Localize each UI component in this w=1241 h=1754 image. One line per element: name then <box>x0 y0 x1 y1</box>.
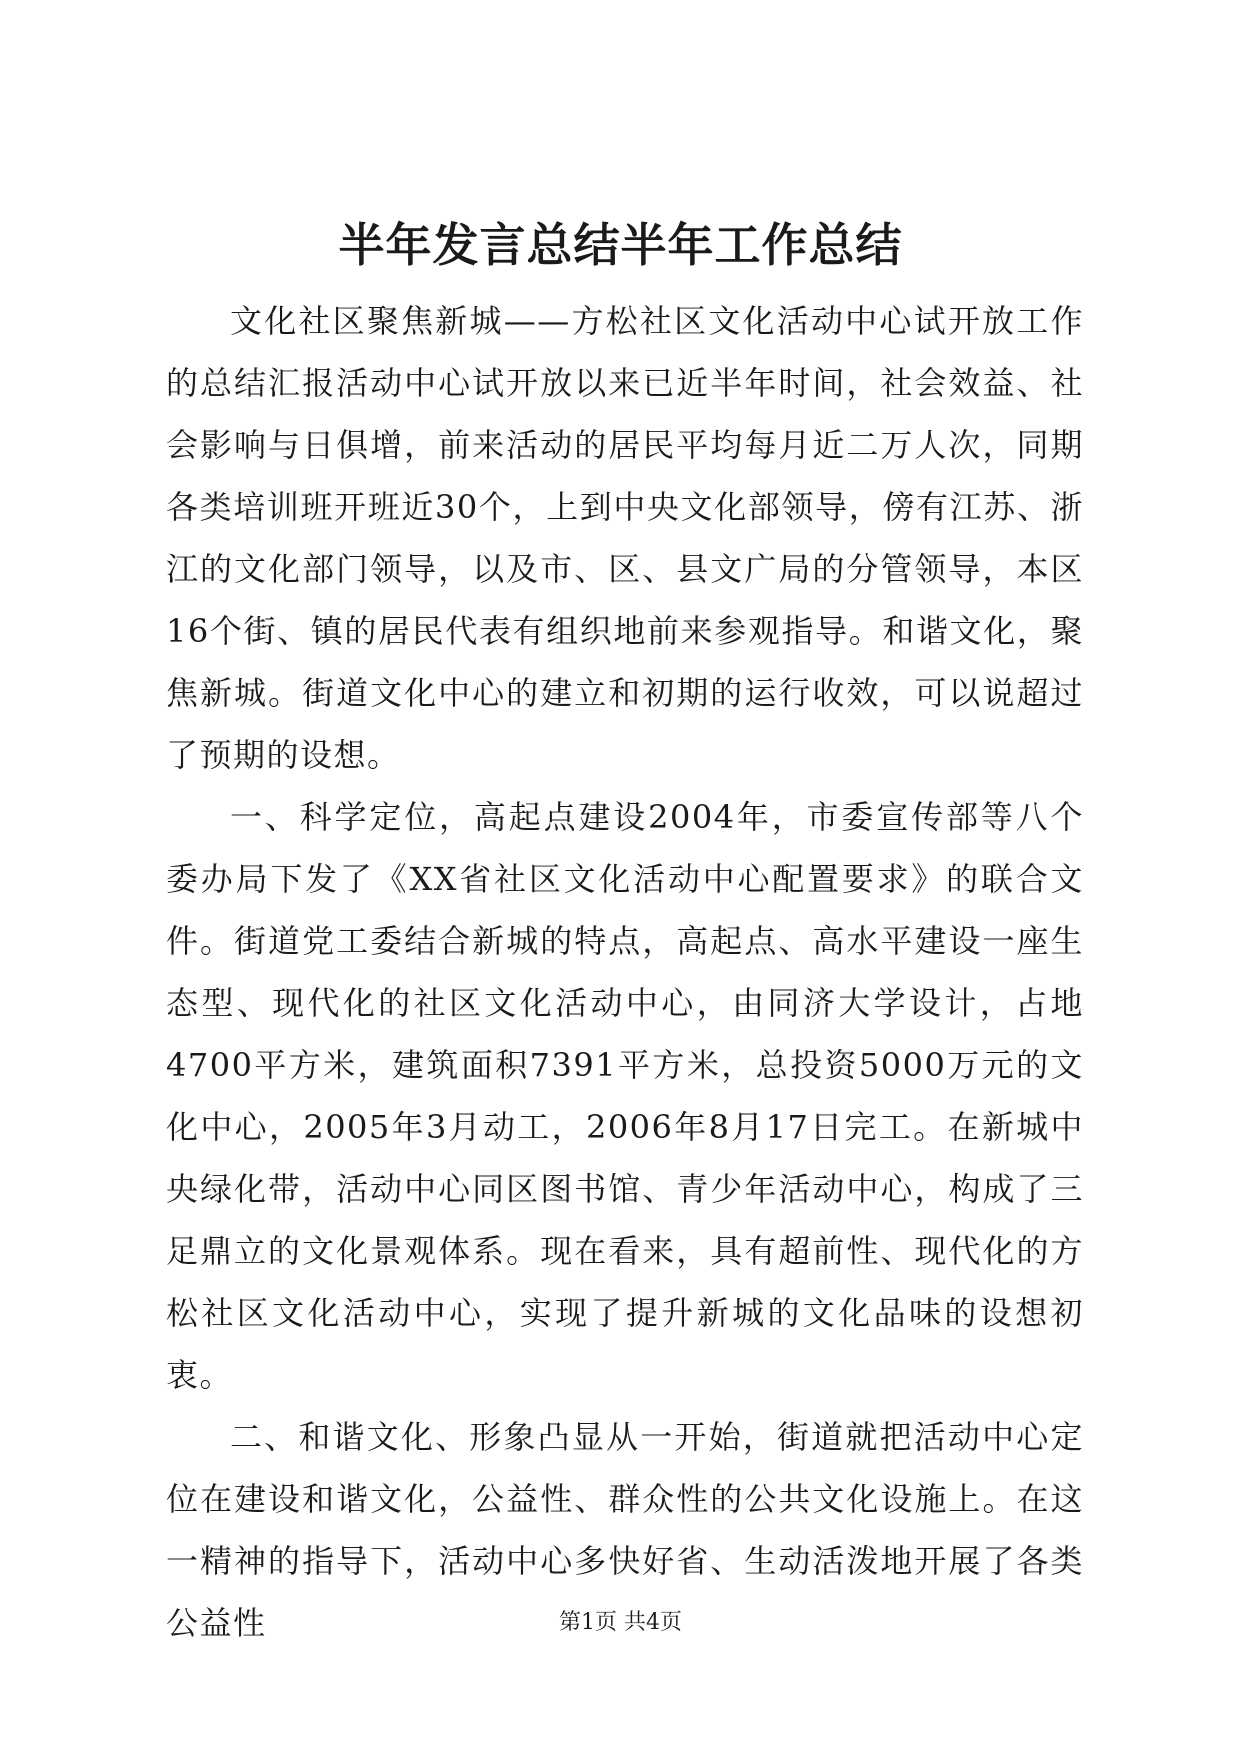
page-footer <box>0 1612 1241 1634</box>
document-title: 半年发言总结半年工作总结 <box>338 218 903 272</box>
paragraph-section-two: 二、和谐文化、形象凸显从一开始，街道就把活动中心定位在建设和谐文化，公益性、群众性的公共文化设施上。在这一精神的指导下，活动中心多快好省、生动活泼地开展了各类公益性 <box>166 1418 1084 1642</box>
paragraph-section-one: 一、科学定位，高起点建设2004年，市委宣传部等八个委办局下发了《XX省社区文化活动中心配置要求》的联合文件。街道党工委结合新城的特点，高起点、高水平建设一座生态型、现代化的社区文化活动中心，由同济大学设计，占地4700平方米，建筑面积7391平方米，总投资5000万元的文化中心，2005年3月动工，2006年8月17日完工。在新城中央绿化带，活动中心同区图书馆、青少年活动中心，构成了三足鼎立的文化景观体系。现在看来，具有超前性、现代化的方松社区文化活动中心，实现了提升新城的文化品味的设想初衷。 <box>166 798 1084 1394</box>
page-number-label: 第1页 共4页 <box>559 1610 682 1635</box>
paragraph-intro: 文化社区聚焦新城——方松社区文化活动中心试开放工作的总结汇报活动中心试开放以来已近半年时间，社会效益、社会影响与日俱增，前来活动的居民平均每月近二万人次，同期各类培训班开班近30个，上到中央文化部领导，傍有江苏、浙江的文化部门领导，以及市、区、县文广局的分管领导，本区16个街、镇的居民代表有组织地前来参观指导。和谐文化，聚焦新城。街道文化中心的建立和初期的运行收效，可以说超过了预期的设想。 <box>166 302 1084 774</box>
document-body <box>166 290 1084 1654</box>
